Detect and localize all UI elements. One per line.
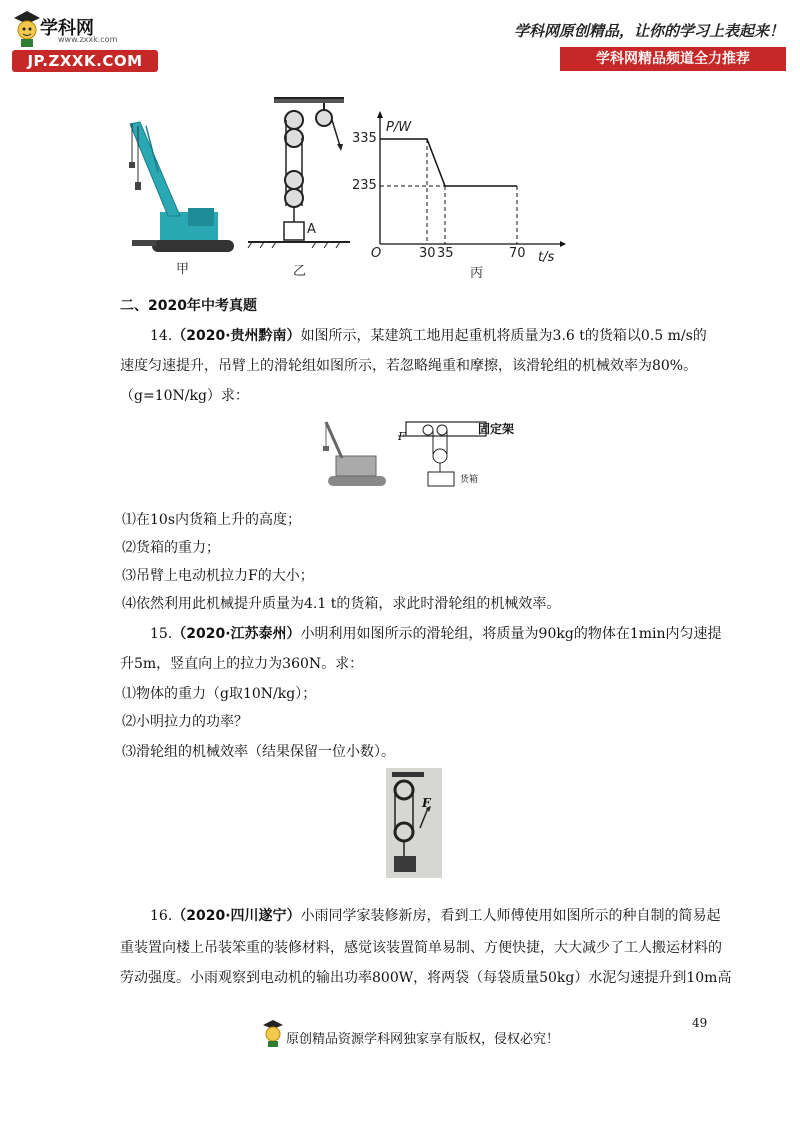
pulley-block-figure-yi — [244, 96, 354, 256]
figure-label-A: A — [307, 222, 316, 237]
graph-origin: O — [371, 246, 382, 261]
page-number: 49 — [692, 1016, 708, 1030]
recommend-bar — [560, 47, 786, 71]
figure-label-yi: 乙 — [293, 264, 307, 279]
q14-sub3: ⑶吊臂上电动机拉力F的大小； — [122, 568, 314, 584]
section-title: 二、2020年中考真题 — [120, 298, 257, 314]
q15-sub2: ⑵小明拉力的功率？ — [122, 714, 248, 730]
logo-bar-text: JP.ZXXK.COM — [27, 52, 143, 70]
q15-sub1: ⑴物体的重力（g取10N/kg）； — [122, 686, 317, 702]
q14-crane-figure — [318, 418, 390, 488]
header-slogan: 学科网原创精品，让你的学习上表起来！ — [513, 22, 784, 40]
q14-line2: 速度匀速提升，吊臂上的滑轮组如图所示，若忽略绳重和摩擦，该滑轮组的机械效率为80%。 — [120, 358, 698, 374]
graph-xtick-30: 30 — [419, 246, 436, 261]
q14-label-F: F — [398, 430, 406, 443]
logo-bar — [12, 50, 158, 72]
footer-copyright: 原创精品资源学科网独家享有版权，侵权必究！ — [286, 1032, 560, 1047]
figure-label-bing: 丙 — [470, 266, 484, 281]
q16-source: （2020·四川遂宁） — [172, 908, 301, 924]
graph-ylabel: P/W — [386, 120, 412, 135]
header — [0, 0, 800, 80]
q14-label-fixed-frame: 固定架 — [478, 422, 515, 436]
q15-pulley-photo — [386, 768, 442, 878]
q14-line3: （g=10N/kg）求： — [120, 388, 249, 404]
q15-sub3: ⑶滑轮组的机械效率（结果保留一位小数）。 — [122, 744, 395, 760]
graph-xtick-70: 70 — [509, 246, 526, 261]
power-time-graph — [350, 108, 570, 268]
q14-sub1: ⑴在10s内货箱上升的高度； — [122, 512, 301, 528]
q16-number: 16. — [150, 908, 173, 924]
q14-text: 如图所示，某建筑工地用起重机将质量为3.6 t的货箱以0.5 m/s的 — [300, 328, 707, 344]
q14-number: 14. — [150, 328, 173, 344]
q14-sub4: ⑷依然利用此机械提升质量为4.1 t的货箱，求此时滑轮组的机械效率。 — [122, 596, 561, 612]
q14-line1 — [150, 326, 707, 346]
q16-line1 — [150, 906, 721, 926]
q15-line1 — [150, 624, 722, 644]
q16-line3: 劳动强度。小雨观察到电动机的输出功率800W，将两袋（每袋质量50kg）水泥匀速提升到10m高 — [120, 970, 732, 986]
graduate-mascot-icon — [262, 1018, 284, 1048]
graph-xtick-35: 35 — [437, 246, 454, 261]
recommend-bar-text: 学科网精品频道全力推荐 — [596, 51, 750, 67]
logo-subtext: www.zxxk.com — [58, 35, 118, 44]
crane-figure — [118, 112, 248, 254]
q15-text: 小明利用如图所示的滑轮组，将质量为90kg的物体在1min内匀速提 — [300, 626, 722, 642]
logo-text: 学科网 — [40, 18, 94, 39]
q15-number: 15. — [150, 626, 173, 642]
q16-line2: 重装置向楼上吊装笨重的装修材料，感觉该装置简单易制、方便快捷，大大减少了工人搬运材料的 — [120, 940, 722, 956]
q14-source: （2020·贵州黔南） — [172, 328, 301, 344]
q15-line2: 升5m，竖直向上的拉力为360N。求： — [120, 656, 364, 672]
graph-ytick-235: 235 — [352, 178, 377, 193]
q14-label-box: 货箱 — [460, 475, 479, 485]
graduate-mascot-icon — [12, 8, 42, 48]
graph-ytick-335: 335 — [352, 131, 377, 146]
q16-text: 小雨同学家装修新房，看到工人师傅使用如图所示的种自制的简易起 — [300, 908, 721, 924]
figure-label-jia: 甲 — [176, 262, 190, 277]
q15-label-F: F — [422, 796, 431, 810]
graph-xlabel: t/s — [538, 250, 555, 265]
q14-sub2: ⑵货箱的重力； — [122, 540, 220, 556]
q15-source: （2020·江苏泰州） — [172, 626, 301, 642]
